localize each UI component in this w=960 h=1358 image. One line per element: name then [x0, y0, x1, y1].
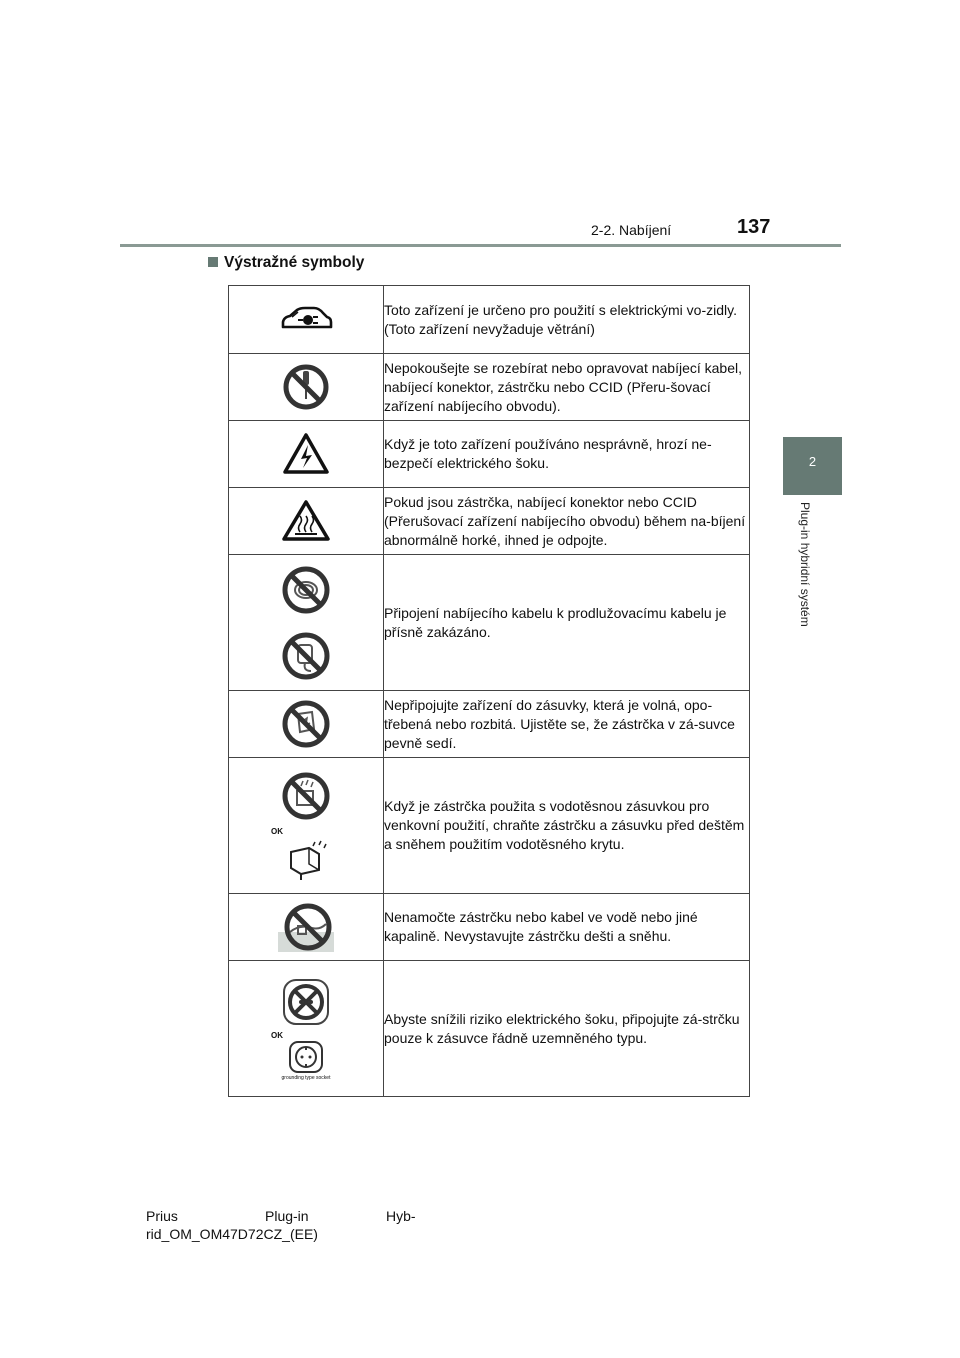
symbol-cell	[229, 354, 384, 421]
no-ungrounded-socket-icon	[281, 977, 331, 1027]
symbol-description: Nepokoušejte se rozebírat nebo opravovat nabíjecí kabel, nabíjecí konektor, zástrčku nebo CCID (Přeru-šovací zařízení nabíjecího obvodu).	[384, 354, 750, 421]
table-row	[229, 555, 750, 691]
warning-symbols-table	[228, 285, 750, 1097]
no-unprotected-outlet-icon	[281, 771, 331, 821]
page-number: 137	[737, 216, 771, 238]
table-row	[229, 354, 750, 421]
symbol-description: Připojení nabíjecího kabelu k prodlužovacímu kabelu je přísně zakázáno.	[384, 555, 750, 691]
header-section-title: 2-2. Nabíjení	[591, 222, 672, 238]
ok-label: OK	[271, 827, 283, 836]
symbol-cell	[229, 894, 384, 961]
table-row	[229, 758, 750, 894]
symbol-description: Když je zástrčka použita s vodotěsnou zásuvkou pro venkovní použití, chraňte zástrčku a zásuvku před deštěm a sněhem použitím vodotěsného krytu.	[384, 758, 750, 894]
grounding-socket-icon	[287, 1040, 325, 1074]
table-row	[229, 894, 750, 961]
footer-word: Hyb-	[386, 1208, 416, 1224]
chapter-tab	[783, 437, 842, 495]
symbol-cell	[229, 758, 384, 894]
no-disassembly-icon	[282, 363, 330, 411]
table-row	[229, 961, 750, 1097]
electric-shock-warning-icon	[282, 432, 330, 476]
chapter-title: Plug-in hybridní systém	[798, 502, 812, 627]
symbol-cell	[229, 421, 384, 488]
section-heading-text: Výstražné symboly	[224, 254, 365, 271]
no-extension-cord-icon	[281, 565, 331, 615]
grounding-socket-caption: grounding type socket	[281, 1074, 331, 1081]
symbol-description: Nenamočte zástrčku nebo kabel ve vodě nebo jiné kapalině. Nevystavujte zástrčku dešti a sněhu.	[384, 894, 750, 961]
no-extension-cord-plug-icon	[281, 631, 331, 681]
table-row	[229, 691, 750, 758]
heading-square-icon	[208, 257, 218, 267]
footer-document-id	[146, 1207, 416, 1243]
symbol-cell	[229, 961, 384, 1097]
symbol-description: Když je toto zařízení používáno nesprávně, hrozí ne-bezpečí elektrického šoku.	[384, 421, 750, 488]
no-damaged-socket-icon	[281, 699, 331, 749]
footer-line-2: rid_OM_OM47D72CZ_(EE)	[146, 1226, 318, 1242]
chapter-number: 2	[808, 454, 817, 469]
table-row	[229, 286, 750, 354]
electric-vehicle-icon	[278, 305, 334, 335]
symbol-cell	[229, 286, 384, 354]
symbol-cell	[229, 488, 384, 555]
section-heading	[208, 254, 364, 272]
symbol-description: Toto zařízení je určeno pro použití s elektrickými vo-zidly. (Toto zařízení nevyžaduje větrání)	[384, 286, 750, 354]
hot-surface-warning-icon	[281, 499, 331, 543]
ok-label: OK	[271, 1030, 283, 1040]
symbol-description: Nepřipojujte zařízení do zásuvky, která je volná, opo-třebená nebo rozbitá. Ujistěte se, že zástrčka v zá-suvce pevně sedí.	[384, 691, 750, 758]
weatherproof-cover-icon	[279, 836, 333, 880]
symbol-cell	[229, 555, 384, 691]
table-row	[229, 421, 750, 488]
header-divider	[120, 244, 841, 247]
footer-word: Prius	[146, 1208, 178, 1224]
footer-word: Plug-in	[265, 1208, 309, 1224]
symbol-cell	[229, 691, 384, 758]
no-water-icon	[278, 902, 334, 952]
symbol-description: Pokud jsou zástrčka, nabíjecí konektor nebo CCID (Přerušovací zařízení nabíjecího obvodu) během na-bíjení abnormálně horké, ihned je odpojte.	[384, 488, 750, 555]
footer-line-1	[146, 1207, 416, 1225]
symbol-description: Abyste snížili riziko elektrického šoku, připojujte zá-strčku pouze k zásuvce řádně uzemněného typu.	[384, 961, 750, 1097]
table-row	[229, 488, 750, 555]
